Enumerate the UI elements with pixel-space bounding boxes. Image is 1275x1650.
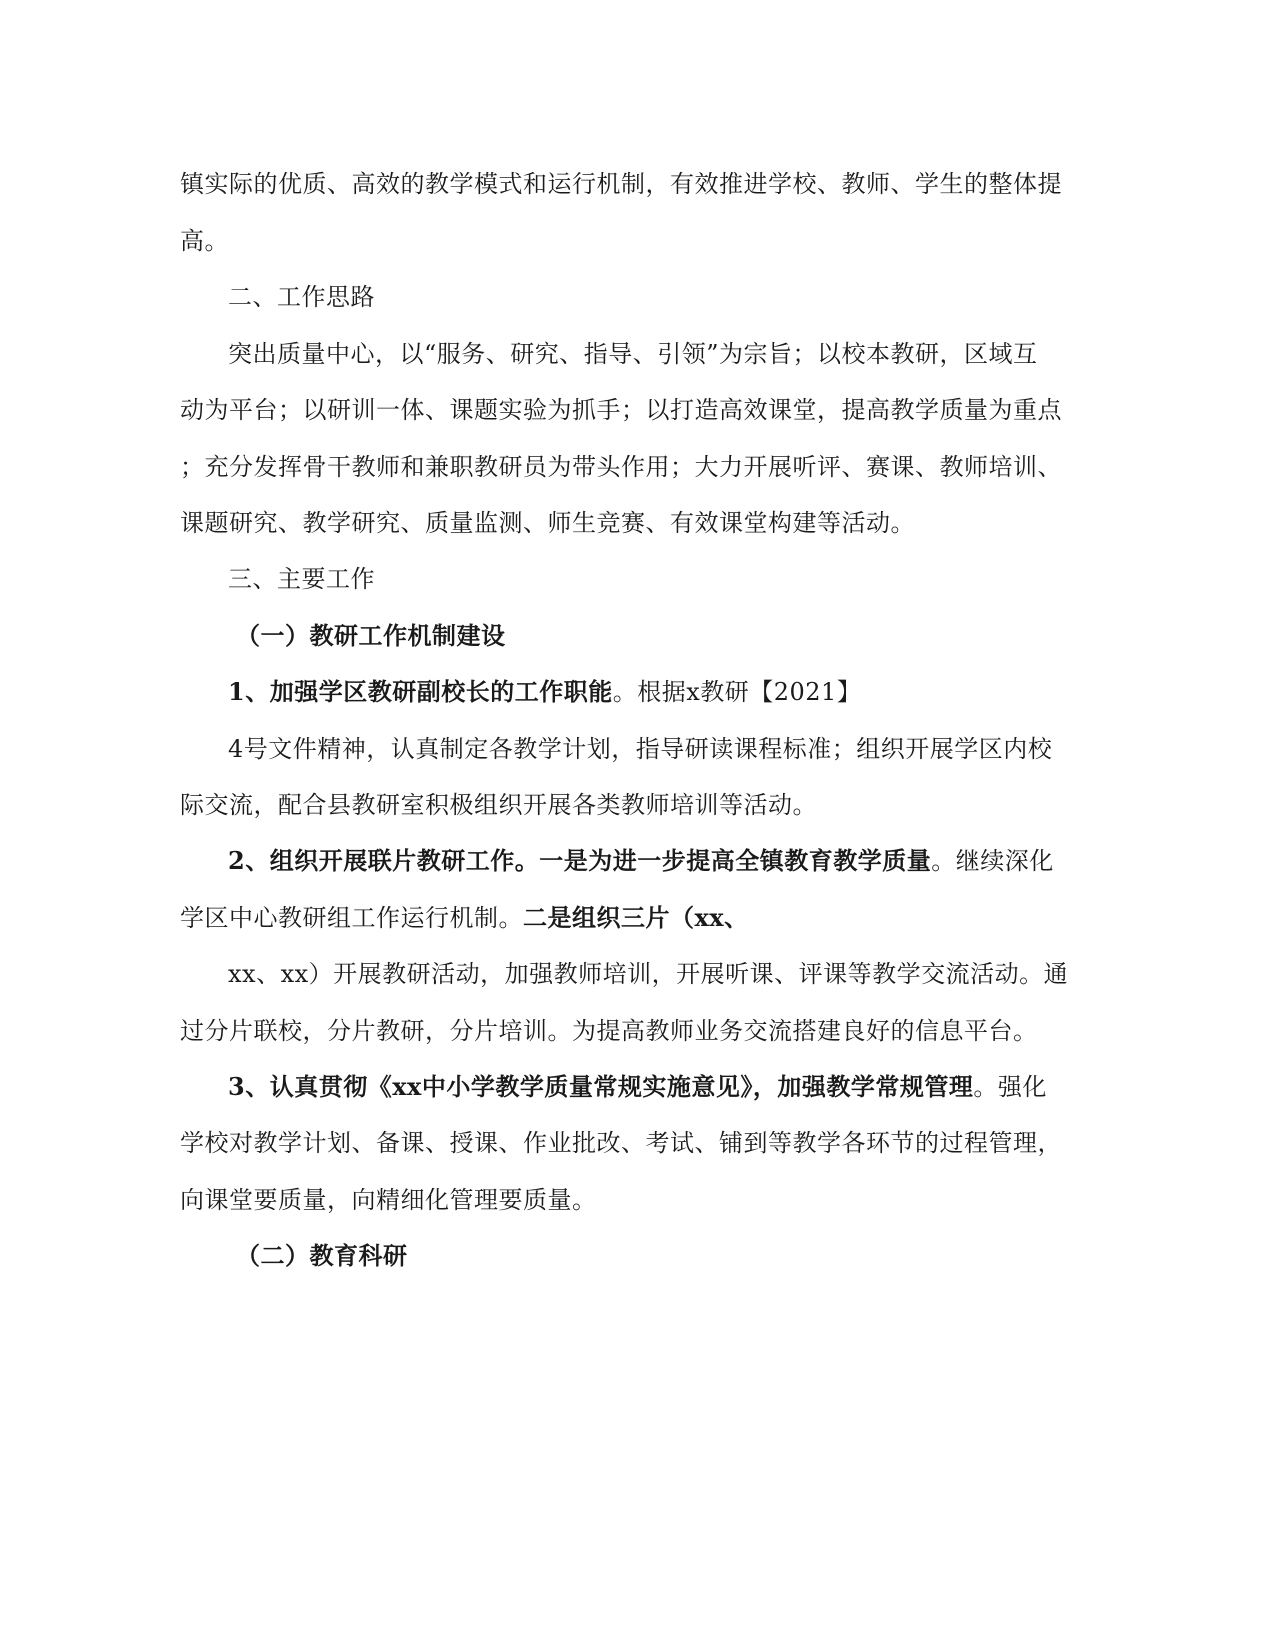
paragraph-line (228, 676, 861, 708)
paragraph-line: 高。 (180, 227, 229, 255)
paragraph-line: 际交流，配合县教研室积极组织开展各类教师培训等活动。 (180, 791, 817, 819)
item-title: 3、认真贯彻《xx中小学教学质量常规实施意见》，加强教学常规管理 (228, 1072, 974, 1101)
subsection-heading: （一）教研工作机制建设 (236, 621, 506, 650)
paragraph-line (228, 1071, 1047, 1103)
paragraph-line: xx、xx）开展教研活动，加强教师培训，开展听课、评课等教学交流活动。通 (228, 960, 1069, 988)
paragraph-line: 动为平台；以研训一体、课题实验为抓手；以打造高效课堂，提高教学质量为重点 (180, 396, 1062, 424)
paragraph-line: 镇实际的优质、高效的教学模式和运行机制，有效推进学校、教师、学生的整体提 (180, 170, 1062, 198)
paragraph-line: 过分片联校，分片教研，分片培训。为提高教师业务交流搭建良好的信息平台。 (180, 1017, 1038, 1045)
paragraph-line: 向课堂要质量，向精细化管理要质量。 (180, 1186, 597, 1214)
paragraph-line: 突出质量中心，以“服务、研究、指导、引领”为宗旨；以校本教研，区域互 (228, 340, 1038, 368)
section-heading: 二、工作思路 (228, 283, 375, 311)
item-title: 2、组织开展联片教研工作。一是为进一步提高全镇教育教学质量 (228, 846, 932, 875)
item-title: 1、加强学区教研副校长的工作职能 (228, 677, 613, 706)
paragraph-line (180, 902, 749, 934)
item-text: 学区中心教研组工作运行机制。 (180, 904, 523, 932)
item-text: 。继续深化 (931, 847, 1054, 875)
paragraph-line: ；充分发挥骨干教师和兼职教研员为带头作用；大力开展听评、赛课、教师培训、 (180, 453, 1062, 481)
paragraph-line (228, 845, 1054, 877)
paragraph-line: 课题研究、教学研究、质量监测、师生竞赛、有效课堂构建等活动。 (180, 509, 915, 537)
item-title: 二是组织三片（xx、 (523, 903, 749, 932)
section-heading: 三、主要工作 (228, 565, 375, 593)
item-text: 。根据x教研【2021】 (612, 678, 862, 706)
paragraph-line: 学校对教学计划、备课、授课、作业批改、考试、铺到等教学各环节的过程管理， (180, 1129, 1062, 1157)
subsection-heading: （二）教育科研 (236, 1241, 408, 1270)
item-text: 。强化 (973, 1073, 1047, 1101)
paragraph-line: 4号文件精神，认真制定各教学计划，指导研读课程标准；组织开展学区内校 (228, 735, 1053, 763)
